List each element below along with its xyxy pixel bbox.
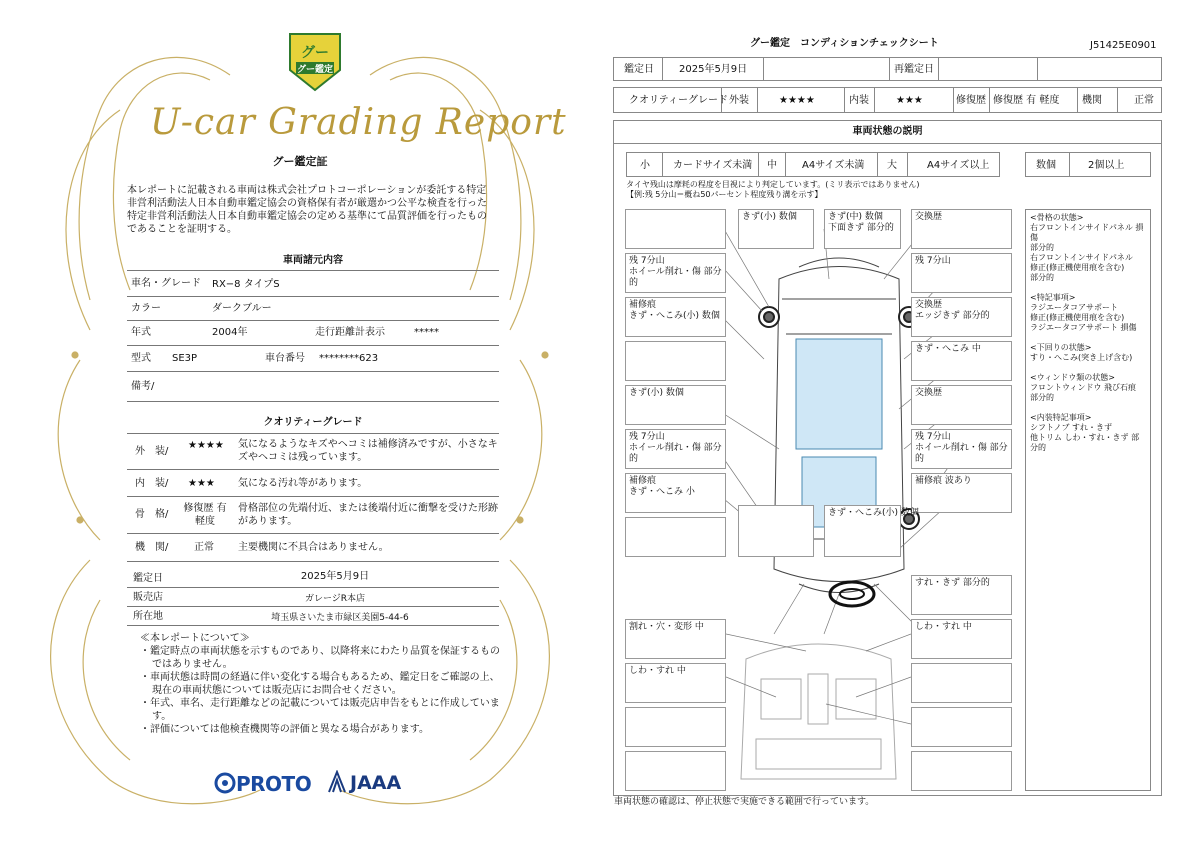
date-value: 2025年5月9日 <box>300 571 370 582</box>
note-item: ・車両状態は時間の経過に伴い変化する場合もあるため、鑑定日をご確認の上、現在の車両状態については販売店にお問合せください。 <box>140 672 500 696</box>
exterior-stars: ★★★★ <box>188 440 224 451</box>
year-value: 2004年 <box>212 327 248 338</box>
divider <box>127 469 499 470</box>
engine-label: 機関 <box>1082 95 1102 106</box>
script-title: U-car Grading Report <box>150 102 567 143</box>
remarks-line: 右フロントインサイドパネル <box>1030 253 1133 262</box>
divider <box>127 496 499 497</box>
condition-box <box>911 751 1012 791</box>
condition-box: きず・へこみ 中 <box>911 341 1012 381</box>
remarks-line: フロントウィンドウ 飛び石痕 部分的 <box>1030 383 1137 402</box>
condition-box: 補修痕 波あり <box>911 473 1012 513</box>
repair-label: 修復歴 <box>956 95 986 106</box>
count-label: 数個 <box>1036 160 1056 171</box>
size-mid: 中 <box>767 160 777 171</box>
condition-box <box>625 341 726 381</box>
proto-logo: PROTO <box>236 772 312 796</box>
report-notes <box>140 632 500 736</box>
date-label: 鑑定日 <box>624 64 654 75</box>
divider <box>127 371 499 372</box>
condition-box: 割れ・穴・変形 中 <box>625 619 726 659</box>
size-mid-text: A4サイズ未満 <box>802 160 865 171</box>
vehicle-condition-panel <box>613 120 1162 796</box>
condition-box: 残 7分山 <box>911 253 1012 293</box>
size-legend <box>626 152 1000 177</box>
condition-box <box>911 663 1012 703</box>
description-title: 車両状態の説明 <box>852 126 923 137</box>
steering-wheel-icon <box>827 579 877 609</box>
color-value: ダークブルー <box>212 303 272 314</box>
name-value: RX−8 タイプS <box>212 279 280 290</box>
note-item: ・年式、車名、走行距離などの記載については販売店申告をもとに作成しています。 <box>140 698 500 722</box>
remarks-label: 備考/ <box>131 381 155 392</box>
address-value: 埼玉県さいたま市緑区美園5-44-6 <box>271 613 409 623</box>
mileage-value: ***** <box>414 327 439 338</box>
remarks-line: 他トリム しわ・すれ・きず 部分的 <box>1030 433 1140 452</box>
note-item: ・鑑定時点の車両状態を示すものであり、以降将来にわたり品質を保証するものではありません。 <box>140 646 500 670</box>
chassis-value: ********623 <box>319 353 379 364</box>
condition-box: きず(中) 数個 下面きず 部分的 <box>824 209 901 249</box>
divider <box>127 296 499 297</box>
remarks-line: シフトノブ すれ・きず <box>1030 423 1113 432</box>
condition-box: きず(小) 数個 <box>625 385 726 425</box>
divider <box>127 561 499 562</box>
name-label: 車名・グレード <box>131 278 201 289</box>
size-small-text: カードサイズ未満 <box>673 160 753 171</box>
divider <box>127 401 499 402</box>
remarks-line: <内装特記事項> <box>1030 413 1092 422</box>
tire-note-example: 【例:残 5分山＝概ね50パーセント程度残り溝を示す】 <box>626 190 823 199</box>
condition-box: きず・へこみ(小) 数個 <box>824 505 901 557</box>
size-small: 小 <box>640 160 650 171</box>
remarks-line: 部分的 <box>1030 243 1054 252</box>
svg-text:グー鑑定: グー鑑定 <box>296 65 334 75</box>
sheet-title: グー鑑定 コンディションチェックシート <box>750 38 939 49</box>
condition-box: 交換歴 <box>911 209 1012 249</box>
certificate-title: グー鑑定証 <box>272 155 328 168</box>
grade-row <box>613 87 1162 113</box>
remarks-line: ラジエータコアサポート <box>1030 303 1118 312</box>
note-item: ・評価については他検査機関等の評価と異なる場合があります。 <box>140 724 429 735</box>
condition-box: しわ・すれ 中 <box>911 619 1012 659</box>
notes-title: ≪本レポートについて≫ <box>140 633 250 644</box>
divider <box>127 433 499 434</box>
condition-box: 交換歴 エッジきず 部分的 <box>911 297 1012 337</box>
date-row <box>613 57 1162 81</box>
divider <box>127 270 499 271</box>
dealer-label: 販売店 <box>133 592 163 603</box>
remarks-line: すり・へこみ(突き上げ含む) <box>1030 353 1133 362</box>
condition-box <box>625 707 726 747</box>
date-value: 2025年5月9日 <box>679 64 748 75</box>
svg-text:グー: グー <box>301 45 329 61</box>
condition-box: 残 7分山 ホイール削れ・傷 部分的 <box>911 429 1012 469</box>
frame-label: 骨 格/ <box>135 509 169 520</box>
divider <box>127 587 499 588</box>
exterior-label: 外 装/ <box>135 446 169 457</box>
car-interior-diagram <box>726 629 911 789</box>
exterior-text: 気になるようなキズやヘコミは補修済みですが、小さなキズやヘコミは残っています。 <box>238 439 498 463</box>
condition-box: すれ・きず 部分的 <box>911 575 1012 615</box>
divider <box>127 533 499 534</box>
chassis-label: 車台番号 <box>265 353 305 364</box>
condition-box: 残 7分山 ホイール削れ・傷 部分的 <box>625 429 726 469</box>
condition-box: きず(小) 数個 <box>738 209 814 249</box>
year-label: 年式 <box>131 327 151 338</box>
engine-value: 正常 <box>194 542 214 553</box>
interior-stars: ★★★ <box>896 95 923 106</box>
interior-label: 内 装/ <box>135 478 169 489</box>
remarks-line: <特記事項> <box>1030 293 1076 302</box>
quality-title: クオリティーグレード <box>263 417 363 428</box>
engine-label: 機 関/ <box>135 542 169 553</box>
dealer-value: ガレージR本店 <box>304 594 366 604</box>
interior-text: 気になる汚れ等があります。 <box>238 478 368 489</box>
condition-box <box>625 751 726 791</box>
divider <box>127 320 499 321</box>
remarks-line: 右フロントインサイドパネル 損傷 <box>1030 223 1144 242</box>
count-legend <box>1025 152 1151 177</box>
condition-box: 補修痕 きず・へこみ 小 <box>625 473 726 513</box>
jaaa-logo: JAAA <box>350 772 402 794</box>
exterior-label: 外装 <box>729 95 749 106</box>
divider <box>127 345 499 346</box>
remarks-line: <ウィンドウ類の状態> <box>1030 373 1115 382</box>
date-label: 鑑定日 <box>133 573 163 584</box>
engine-value: 正常 <box>1134 95 1154 106</box>
engine-text: 主要機関に不具合はありません。 <box>238 542 389 553</box>
remarks-panel <box>1025 209 1151 791</box>
jaaa-logo-icon <box>327 770 347 794</box>
remarks-line: <下回りの状態> <box>1030 343 1092 352</box>
quality-grade-label: クオリティーグレード <box>629 95 728 106</box>
proto-logo-icon <box>214 772 236 794</box>
condition-box: 補修痕 きず・へこみ(小) 数個 <box>625 297 726 337</box>
sheet-footer: 車両状態の確認は、停止状態で実施できる範囲で行っています。 <box>614 797 875 807</box>
frame-text: 骨格部位の先端付近、または後端付近に衝撃を受けた形跡があります。 <box>238 503 498 527</box>
condition-box: しわ・すれ 中 <box>625 663 726 703</box>
model-label: 型式 <box>131 353 151 364</box>
model-value: SE3P <box>172 353 198 364</box>
condition-box <box>625 209 726 249</box>
repair-value: 修復歴 有 軽度 <box>993 95 1060 106</box>
condition-box: 残 7分山 ホイール削れ・傷 部分的 <box>625 253 726 293</box>
divider <box>127 625 499 626</box>
reinspect-label: 再鑑定日 <box>894 64 934 75</box>
interior-stars: ★★★ <box>188 478 215 489</box>
count-text: 2個以上 <box>1088 160 1125 171</box>
remarks-line: ラジエータコアサポート 損傷 <box>1030 323 1137 332</box>
remarks-line: 修正(修正機使用痕を含む) <box>1030 263 1125 272</box>
exterior-stars: ★★★★ <box>779 95 815 106</box>
remarks-line: <骨格の状態> <box>1030 213 1084 222</box>
address-label: 所在地 <box>133 611 163 622</box>
condition-check-sheet <box>600 0 1200 848</box>
specs-title: 車両諸元内容 <box>283 255 343 266</box>
frame-value: 修復歴 有 軽度 <box>183 503 227 527</box>
certificate-intro: 本レポートに記載される車両は株式会社プロトコーポレーションが委託する特定非営利活動法人日本自動車鑑定協会の資格保有者が厳選かつ公平な検査を行った特定非営利活動法人日本自動車鑑定協会の定める基準にて品質評価を行ったものであることを証明する。 <box>127 185 487 235</box>
mileage-label: 走行距離計表示 <box>315 327 385 338</box>
interior-label: 内装 <box>849 95 869 106</box>
goo-kantei-badge <box>288 32 342 92</box>
remarks-line: 修正(修正機使用痕を含む) <box>1030 313 1125 322</box>
condition-box <box>625 517 726 557</box>
condition-box <box>911 707 1012 747</box>
tire-note: タイヤ残山は摩耗の程度を目視により判定しています。(ミリ表示ではありません) <box>626 180 920 189</box>
remarks-line: 部分的 <box>1030 273 1054 282</box>
condition-box: 交換歴 <box>911 385 1012 425</box>
size-large: 大 <box>887 160 897 171</box>
size-large-text: A4サイズ以上 <box>927 160 990 171</box>
color-label: カラー <box>131 303 161 314</box>
condition-box <box>738 505 814 557</box>
divider <box>127 606 499 607</box>
document-id: J51425E0901 <box>1090 40 1157 51</box>
